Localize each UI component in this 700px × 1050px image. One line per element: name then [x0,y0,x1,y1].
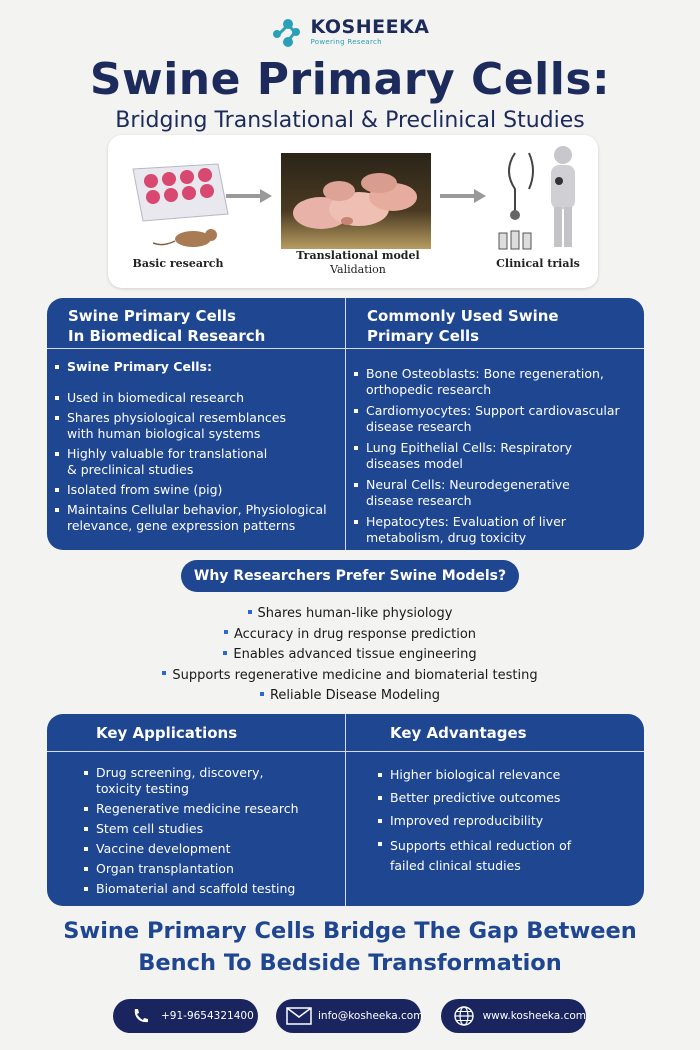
bullet-icon [260,692,264,696]
bullet-icon [162,671,166,675]
list-item: Enables advanced tissue engineering [0,645,700,666]
heading-commonly-used: Commonly Used Swine Primary Cells [367,307,559,345]
closing-line-1: Swine Primary Cells Bridge The Gap Between [63,918,637,944]
website-url[interactable]: www.kosheeka.com [482,1010,586,1022]
arrow-right-icon [440,189,486,203]
brand-tagline: Powering Research [310,38,382,46]
mail-icon [286,1005,312,1027]
commonly-used-cells-list [352,366,642,546]
list-item: Accuracy in drug response prediction [0,625,700,646]
step-clinical-trials: Clinical trials [496,257,580,270]
panel-divider [345,714,346,906]
list-item: Shares physiological resemblances with human biological systems [53,410,343,442]
phone-contact[interactable] [113,999,258,1033]
list-item: Reliable Disease Modeling [0,686,700,707]
closing-line-2: Bench To Bedside Transformation [138,950,562,976]
list-item: Higher biological relevance [376,767,638,783]
arrow-right-icon [226,189,272,203]
list-item: Organ transplantation [82,861,344,877]
list-item: Shares human-like physiology [0,604,700,625]
list-item: Bone Osteoblasts: Bone regeneration, orthopedic research [352,366,642,398]
phone-number[interactable]: +91-9654321400 [161,1010,254,1022]
globe-icon [451,1005,477,1027]
page-title: Swine Primary Cells: [89,54,611,105]
bullet-icon [223,651,227,655]
page-subtitle: Bridging Translational & Preclinical Studies [115,108,585,133]
list-item: Better predictive outcomes [376,790,638,806]
email-contact[interactable] [276,999,424,1033]
website-contact[interactable] [441,999,586,1033]
why-swine-list [0,604,700,707]
list-item: Regenerative medicine research [82,801,344,817]
list-item: Cardiomyocytes: Support cardiovascular disease research [352,403,642,435]
step-validation: Validation [330,263,386,276]
list-item: Highly valuable for translational & preclinical studies [53,446,343,478]
panel-header-rule [47,751,644,752]
bullet-icon [224,630,228,634]
bullet-icon [248,610,252,614]
panel-biomedical-research [47,298,644,550]
list-item: Supports ethical reduction of failed clinical studies [376,836,638,876]
molecule-logo-icon [271,15,305,49]
pigs-photo [281,153,431,249]
list-item: Maintains Cellular behavior, Physiological relevance, gene expression patterns [53,502,343,534]
clinical-trials-icon [493,141,588,256]
panel-applications-advantages [47,714,644,906]
email-address[interactable]: info@kosheeka.com [318,1010,424,1022]
research-pipeline-illustration [108,135,598,288]
list-item: Stem cell studies [82,821,344,837]
heading-key-advantages: Key Advantages [390,724,527,742]
list-item: Biomaterial and scaffold testing [82,881,344,897]
list-item: Isolated from swine (pig) [53,482,343,498]
list-item: Used in biomedical research [53,390,343,406]
list-item: Supports regenerative medicine and biomaterial testing [0,666,700,687]
list-item: Drug screening, discovery, toxicity testing [82,765,344,797]
step-translational-model: Translational model [296,249,420,262]
why-swine-models-heading: Why Researchers Prefer Swine Models? [181,560,519,592]
panel-header-rule [47,348,644,349]
list-item: Hepatocytes: Evaluation of liver metabolism, drug toxicity [352,514,642,546]
cell-culture-plate-icon [123,159,243,259]
key-applications-list [82,765,344,897]
phone-icon [127,1005,155,1027]
list-item: Neural Cells: Neurodegenerative disease research [352,477,642,509]
list-item: Improved reproducibility [376,813,638,829]
swine-cells-list [53,359,343,534]
brand-logo [0,12,700,52]
step-basic-research: Basic research [132,257,224,270]
list-item: Swine Primary Cells: [53,359,343,375]
heading-key-applications: Key Applications [96,724,238,742]
panel-divider [345,298,346,550]
list-item: Vaccine development [82,841,344,857]
key-advantages-list [376,767,638,876]
list-item: Lung Epithelial Cells: Respiratory diseases model [352,440,642,472]
heading-swine-primary-cells: Swine Primary Cells In Biomedical Research [68,307,266,345]
brand-name: KOSHEEKA [310,16,430,38]
